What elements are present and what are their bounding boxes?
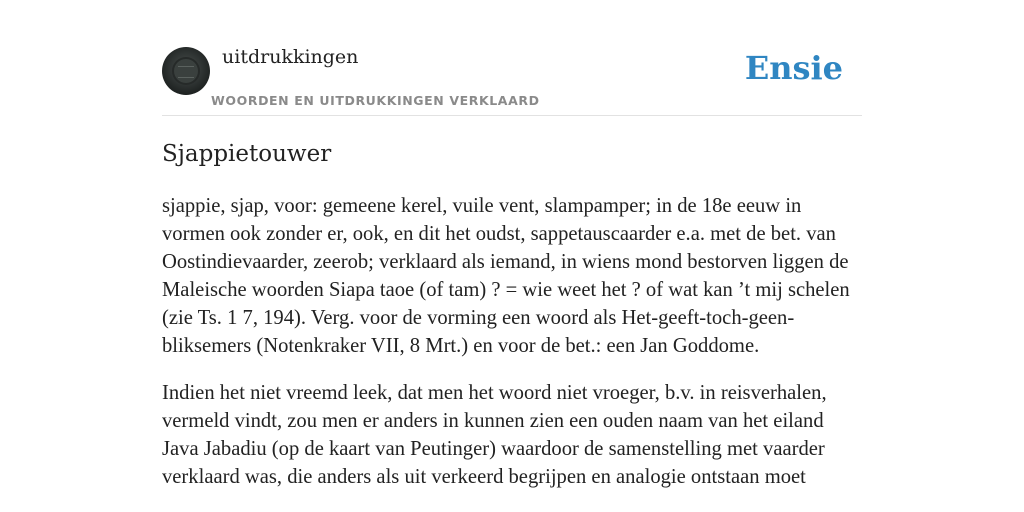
ensie-logo-link[interactable]: Ensie <box>744 49 843 87</box>
article-paragraph: Indien het niet vreemd leek, dat men het woord niet vroeger, b.v. in reisverhalen, vermeld vindt, zou men er anders in kunnen zien een ouden naam van het eiland Java Jabadiu (op de kaart van Peutinger) waardoor de samenstelling met vaarder verklaard was, die anders als uit verkeerd begrijpen en analogie ontstaan moet <box>162 382 827 488</box>
header-divider <box>162 115 862 116</box>
article-content <box>162 138 862 491</box>
book-cover-avatar-icon[interactable] <box>162 47 210 95</box>
article-title: Sjappietouwer <box>162 141 332 167</box>
site-header <box>162 46 862 116</box>
article-paragraph: sjappie, sjap, voor: gemeene kerel, vuile vent, slampamper; in de 18e eeuw in vormen ook zonder er, ook, en dit het oudst, sappetauscaarder e.a. met de bet. van Oostindievaarder, zeerob; verklaard als iemand, in wiens mond bestorven liggen de Maleische woorden Siapa taoe (of tam) ? = wie weet het ? of wat kan ’t mij schelen (zie Ts. 1 7, 194). Verg. voor de vorming een woord als Het-geeft-toch-geen-bliksemers (Notenkraker VII, 8 Mrt.) en voor de bet.: een Jan Goddome. <box>162 195 850 357</box>
avatar-emblem-lines <box>178 66 194 78</box>
site-tagline: WOORDEN EN UITDRUKKINGEN VERKLAARD <box>211 93 540 108</box>
site-title-link[interactable]: uitdrukkingen <box>222 46 359 68</box>
